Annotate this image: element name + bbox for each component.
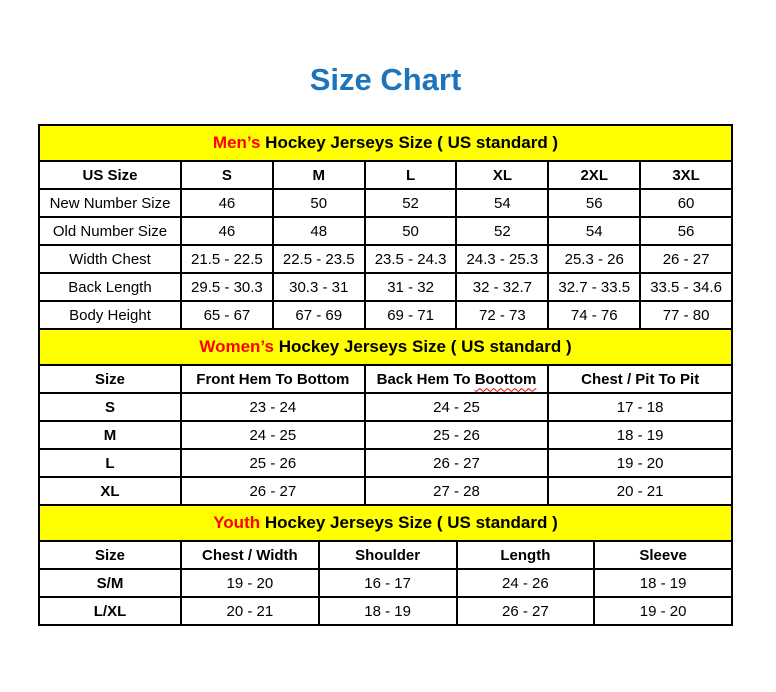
youth-title-rest: Hockey Jerseys Size ( US standard )	[260, 513, 558, 532]
back-hem-label-prefix: Back Hem To	[376, 370, 475, 388]
youth-col-header-shoulder: Shoulder	[319, 541, 457, 569]
size-value-cell: 29.5 - 30.3	[181, 273, 273, 301]
size-value-cell: 17 - 18	[548, 393, 732, 421]
womens-row-l	[39, 449, 732, 477]
size-value-cell: 25.3 - 26	[548, 245, 640, 273]
size-value-cell: 26 - 27	[457, 597, 595, 625]
mens-col-header-2xl: 2XL	[548, 161, 640, 189]
size-value-cell: 54	[548, 217, 640, 245]
size-value-cell: 52	[365, 189, 457, 217]
size-value-cell: 19 - 20	[181, 569, 319, 597]
size-value-cell: 18 - 19	[594, 569, 732, 597]
size-value-cell: 24 - 25	[365, 393, 549, 421]
womens-col-header-front-hem: Front Hem To Bottom	[181, 365, 365, 393]
size-value-cell: 46	[181, 217, 273, 245]
youth-col-header-chest-width: Chest / Width	[181, 541, 319, 569]
size-value-cell: 67 - 69	[273, 301, 365, 329]
size-value-cell: 60	[640, 189, 732, 217]
row-label: S	[39, 393, 181, 421]
mens-row-body-height	[39, 301, 732, 329]
size-value-cell: 24.3 - 25.3	[456, 245, 548, 273]
mens-row-new-number-size	[39, 189, 732, 217]
size-value-cell: 23.5 - 24.3	[365, 245, 457, 273]
mens-title-rest: Hockey Jerseys Size ( US standard )	[260, 133, 559, 152]
mens-row-old-number-size	[39, 217, 732, 245]
row-label: L/XL	[39, 597, 181, 625]
size-value-cell: 31 - 32	[365, 273, 457, 301]
youth-row-sm	[39, 569, 732, 597]
youth-section-title	[39, 505, 732, 541]
row-label: Old Number Size	[39, 217, 181, 245]
size-value-cell: 56	[640, 217, 732, 245]
youth-row-lxl	[39, 597, 732, 625]
womens-title-rest: Hockey Jerseys Size ( US standard )	[273, 337, 572, 356]
mens-size-table	[38, 124, 733, 330]
size-value-cell: 19 - 20	[594, 597, 732, 625]
size-value-cell: 23 - 24	[181, 393, 365, 421]
mens-section-title	[39, 125, 732, 161]
mens-col-header-l: L	[365, 161, 457, 189]
size-value-cell: 22.5 - 23.5	[273, 245, 365, 273]
size-value-cell: 16 - 17	[319, 569, 457, 597]
womens-col-header-size: Size	[39, 365, 181, 393]
row-label: L	[39, 449, 181, 477]
womens-row-m	[39, 421, 732, 449]
size-value-cell: 19 - 20	[548, 449, 732, 477]
row-label: S/M	[39, 569, 181, 597]
size-value-cell: 24 - 25	[181, 421, 365, 449]
size-value-cell: 27 - 28	[365, 477, 549, 505]
size-chart	[38, 124, 733, 626]
size-value-cell: 56	[548, 189, 640, 217]
womens-col-header-back-hem	[365, 365, 549, 393]
youth-col-header-length: Length	[457, 541, 595, 569]
size-value-cell: 50	[273, 189, 365, 217]
size-value-cell: 74 - 76	[548, 301, 640, 329]
size-value-cell: 25 - 26	[181, 449, 365, 477]
size-value-cell: 18 - 19	[319, 597, 457, 625]
mens-col-header-xl: XL	[456, 161, 548, 189]
size-value-cell: 65 - 67	[181, 301, 273, 329]
size-value-cell: 32 - 32.7	[456, 273, 548, 301]
womens-row-xl	[39, 477, 732, 505]
womens-col-header-chest: Chest / Pit To Pit	[548, 365, 732, 393]
mens-col-header-m: M	[273, 161, 365, 189]
size-value-cell: 20 - 21	[548, 477, 732, 505]
womens-column-header-row	[39, 365, 732, 393]
womens-row-s	[39, 393, 732, 421]
row-label: M	[39, 421, 181, 449]
mens-column-header-row	[39, 161, 732, 189]
youth-column-header-row	[39, 541, 732, 569]
row-label: New Number Size	[39, 189, 181, 217]
size-value-cell: 48	[273, 217, 365, 245]
size-value-cell: 54	[456, 189, 548, 217]
size-value-cell: 69 - 71	[365, 301, 457, 329]
mens-col-header-3xl: 3XL	[640, 161, 732, 189]
youth-size-table	[38, 504, 733, 626]
mens-title-highlight: Men’s	[212, 133, 261, 152]
size-value-cell: 26 - 27	[181, 477, 365, 505]
back-hem-misspelled-word: Boottom	[474, 370, 537, 388]
size-value-cell: 18 - 19	[548, 421, 732, 449]
size-value-cell: 32.7 - 33.5	[548, 273, 640, 301]
size-value-cell: 46	[181, 189, 273, 217]
womens-size-table	[38, 328, 733, 506]
size-value-cell: 33.5 - 34.6	[640, 273, 732, 301]
mens-col-header-us-size: US Size	[39, 161, 181, 189]
row-label: Width Chest	[39, 245, 181, 273]
mens-row-width-chest	[39, 245, 732, 273]
youth-title-highlight: Youth	[213, 513, 261, 532]
size-value-cell: 26 - 27	[365, 449, 549, 477]
size-value-cell: 72 - 73	[456, 301, 548, 329]
size-value-cell: 20 - 21	[181, 597, 319, 625]
size-value-cell: 30.3 - 31	[273, 273, 365, 301]
youth-col-header-size: Size	[39, 541, 181, 569]
size-value-cell: 21.5 - 22.5	[181, 245, 273, 273]
size-value-cell: 26 - 27	[640, 245, 732, 273]
womens-title-highlight: Women’s	[199, 337, 274, 356]
youth-col-header-sleeve: Sleeve	[594, 541, 732, 569]
size-value-cell: 50	[365, 217, 457, 245]
row-label: XL	[39, 477, 181, 505]
size-value-cell: 77 - 80	[640, 301, 732, 329]
size-value-cell: 52	[456, 217, 548, 245]
size-value-cell: 24 - 26	[457, 569, 595, 597]
mens-section-band	[39, 125, 732, 161]
row-label: Body Height	[39, 301, 181, 329]
womens-section-band	[39, 329, 732, 365]
size-value-cell: 25 - 26	[365, 421, 549, 449]
mens-col-header-s: S	[181, 161, 273, 189]
youth-section-band	[39, 505, 732, 541]
row-label: Back Length	[39, 273, 181, 301]
womens-section-title	[39, 329, 732, 365]
page-title: Size Chart	[309, 62, 462, 97]
mens-row-back-length	[39, 273, 732, 301]
